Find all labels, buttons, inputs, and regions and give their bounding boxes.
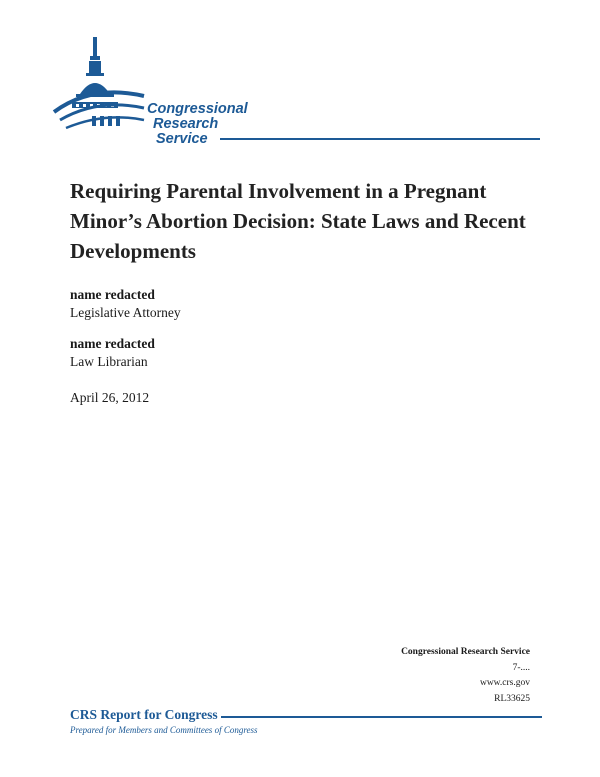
author-role: Legislative Attorney [70, 305, 181, 320]
contact-info [401, 645, 530, 707]
logo-line-congressional: Congressional [147, 101, 248, 117]
footer [70, 706, 542, 735]
report-title: Requiring Parental Involvement in a Pregnant Minor’s Abortion Decision: State Laws and Recent Developments [70, 179, 526, 263]
footer-title: CRS Report for Congress [70, 707, 221, 723]
footer-subtitle: Prepared for Members and Committees of Congress [70, 725, 258, 735]
report-date: April 26, 2012 [70, 390, 150, 405]
capitol-dome-icon [52, 32, 162, 147]
logo-rule [220, 138, 540, 140]
contact-phone: 7-.... [512, 662, 530, 673]
contact-org: Congressional Research Service [401, 647, 530, 657]
crs-logo [52, 32, 542, 147]
author-block [70, 286, 181, 322]
author-block [70, 335, 155, 371]
author-name: name redacted [70, 336, 155, 351]
logo-line-service: Service [156, 131, 208, 147]
author-role: Law Librarian [70, 354, 148, 369]
logo-line-research: Research [153, 116, 219, 132]
author-name: name redacted [70, 287, 155, 302]
report-number: RL33625 [494, 693, 530, 704]
contact-website[interactable]: www.crs.gov [479, 678, 530, 688]
